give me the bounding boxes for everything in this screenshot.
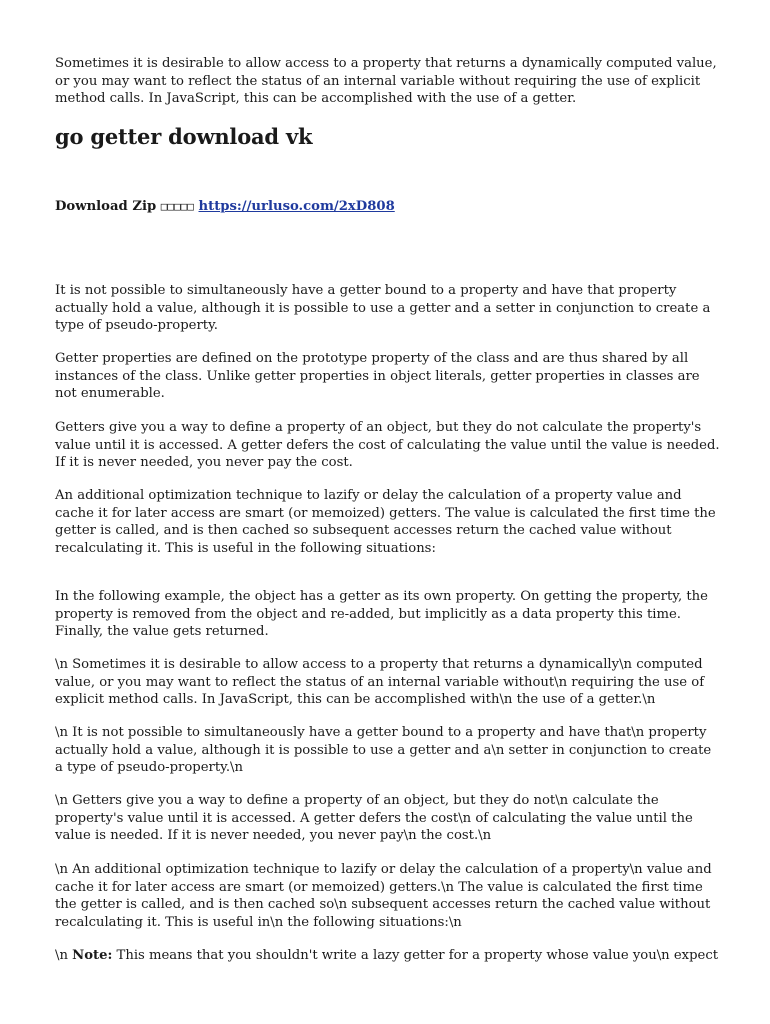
download-label: Download Zip [55,199,157,214]
note-text: This means that you shouldn't write a lazy getter for a property whose value you\n expect [112,948,719,963]
paragraph: \n Getters give you a way to define a property of an object, but they do not\n calculate the property's value until it is accessed. A getter defers the cost\n of calculating the value until the value is needed. If it is never needed, you never pay\n the cost.\n [55,793,693,844]
paragraph: \n Sometimes it is desirable to allow access to a property that returns a dynamically\n computed value, or you may want to reflect the status of an internal variable without\n requiring the use of explicit method calls. In JavaScript, this can be accomplished with\n the use of a getter.\n [55,657,705,708]
note-paragraph [55,947,720,965]
paragraph: \n It is not possible to simultaneously have a getter bound to a property and have that\n property actually hold a value, although it is possible to use a getter and a\n setter in conjunction to create a type of pseudo-property.\n [55,725,712,776]
download-glyphs: □□□□□ [160,200,194,213]
intro-paragraph: Sometimes it is desirable to allow access to a property that returns a dynamically computed value, or you may want to reflect the status of an internal variable without requiring the use of explicit method calls. In JavaScript, this can be accomplished with the use of a getter. [55,56,717,107]
paragraph: Getters give you a way to define a property of an object, but they do not calculate the property's value until it is accessed. A getter defers the cost of calculating the value until the value is needed. If it is never needed, you never pay the cost. [55,420,720,471]
paragraph: An additional optimization technique to lazify or delay the calculation of a property value and cache it for later access are smart (or memoized) getters. The value is calculated the first time the getter is called, and is then cached so subsequent accesses return the cached value without recalculating it. This is useful in the following situations: [55,488,716,556]
paragraph: Getter properties are defined on the prototype property of the class and are thus shared by all instances of the class. Unlike getter properties in object literals, getter properties in classes are not enumerable. [55,351,700,402]
note-label: Note: [72,948,113,963]
paragraph: It is not possible to simultaneously have a getter bound to a property and have that property actually hold a value, although it is possible to use a getter and a setter in conjunction to create a type of pseudo-property. [55,283,711,334]
note-prefix: \n [55,948,73,963]
paragraph: In the following example, the object has a getter as its own property. On getting the property, the property is removed from the object and re-added, but implicitly as a data property this time. Finally, the value gets returned. [55,589,708,640]
download-link[interactable]: https://urluso.com/2xD808 [198,199,395,214]
download-line [55,198,395,216]
page-title: go getter download vk [55,124,313,149]
paragraph: \n An additional optimization technique to lazify or delay the calculation of a property\n value and cache it for later access are smart (or memoized) getters.\n The value is calculated the first time the getter is called, and is then cached so\n subsequent accesses return the cached value without recalculating it. This is useful in\n the following situations:\n [55,862,712,930]
